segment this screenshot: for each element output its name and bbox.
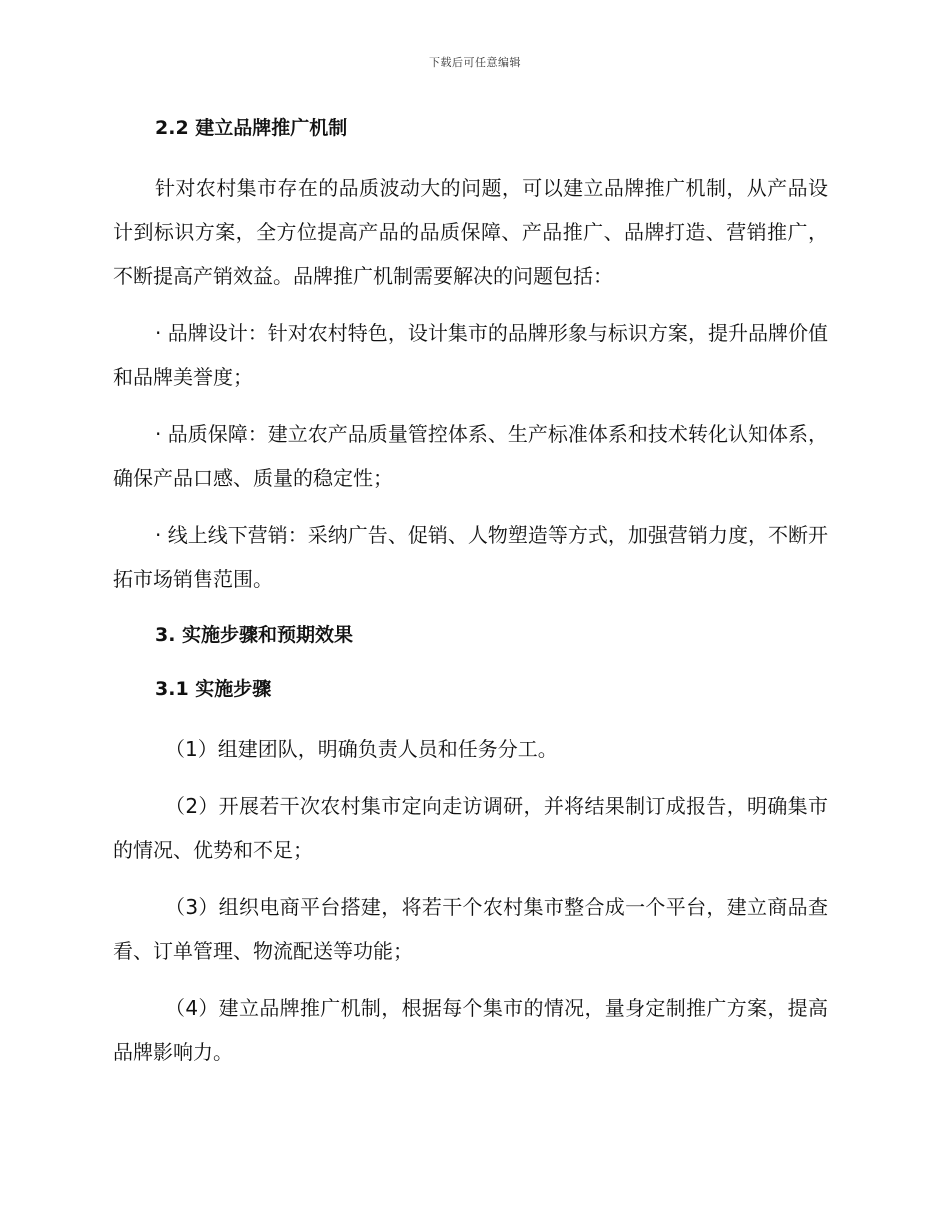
section-heading-3-1: 3.1 实施步骤	[155, 678, 272, 700]
step-1: （1）组建团队，明确负责人员和任务分工。	[165, 737, 558, 761]
document-body	[113, 112, 828, 1074]
step-2: （2）开展若干次农村集市定向走访调研，并将结果制订成报告，明确集市的情况、优势和不足；	[113, 794, 828, 862]
step-4: （4）建立品牌推广机制，根据每个集市的情况，量身定制推广方案，提高品牌影响力。	[113, 996, 828, 1064]
step-3: （3）组织电商平台搭建，将若干个农村集市整合成一个平台，建立商品查看、订单管理、物流配送等功能；	[113, 895, 828, 963]
header-note: 下载后可任意编辑	[429, 56, 521, 69]
paragraph-intro: 针对农村集市存在的品质波动大的问题，可以建立品牌推广机制，从产品设计到标识方案，全方位提高产品的品质保障、产品推广、品牌打造、营销推广，不断提高产销效益。品牌推广机制需要解决的问题包括：	[113, 176, 828, 288]
bullet-brand-design: · 品牌设计：针对农村特色，设计集市的品牌形象与标识方案，提升品牌价值和品牌美誉度；	[113, 321, 828, 389]
bullet-quality-assurance: · 品质保障：建立农产品质量管控体系、生产标准体系和技术转化认知体系，确保产品口感、质量的稳定性；	[113, 422, 828, 490]
bullet-online-offline-marketing: · 线上线下营销：采纳广告、促销、人物塑造等方式，加强营销力度，不断开拓市场销售范围。	[113, 523, 828, 591]
section-heading-3: 3. 实施步骤和预期效果	[155, 624, 354, 646]
section-heading-2-2: 2.2 建立品牌推广机制	[155, 117, 348, 139]
